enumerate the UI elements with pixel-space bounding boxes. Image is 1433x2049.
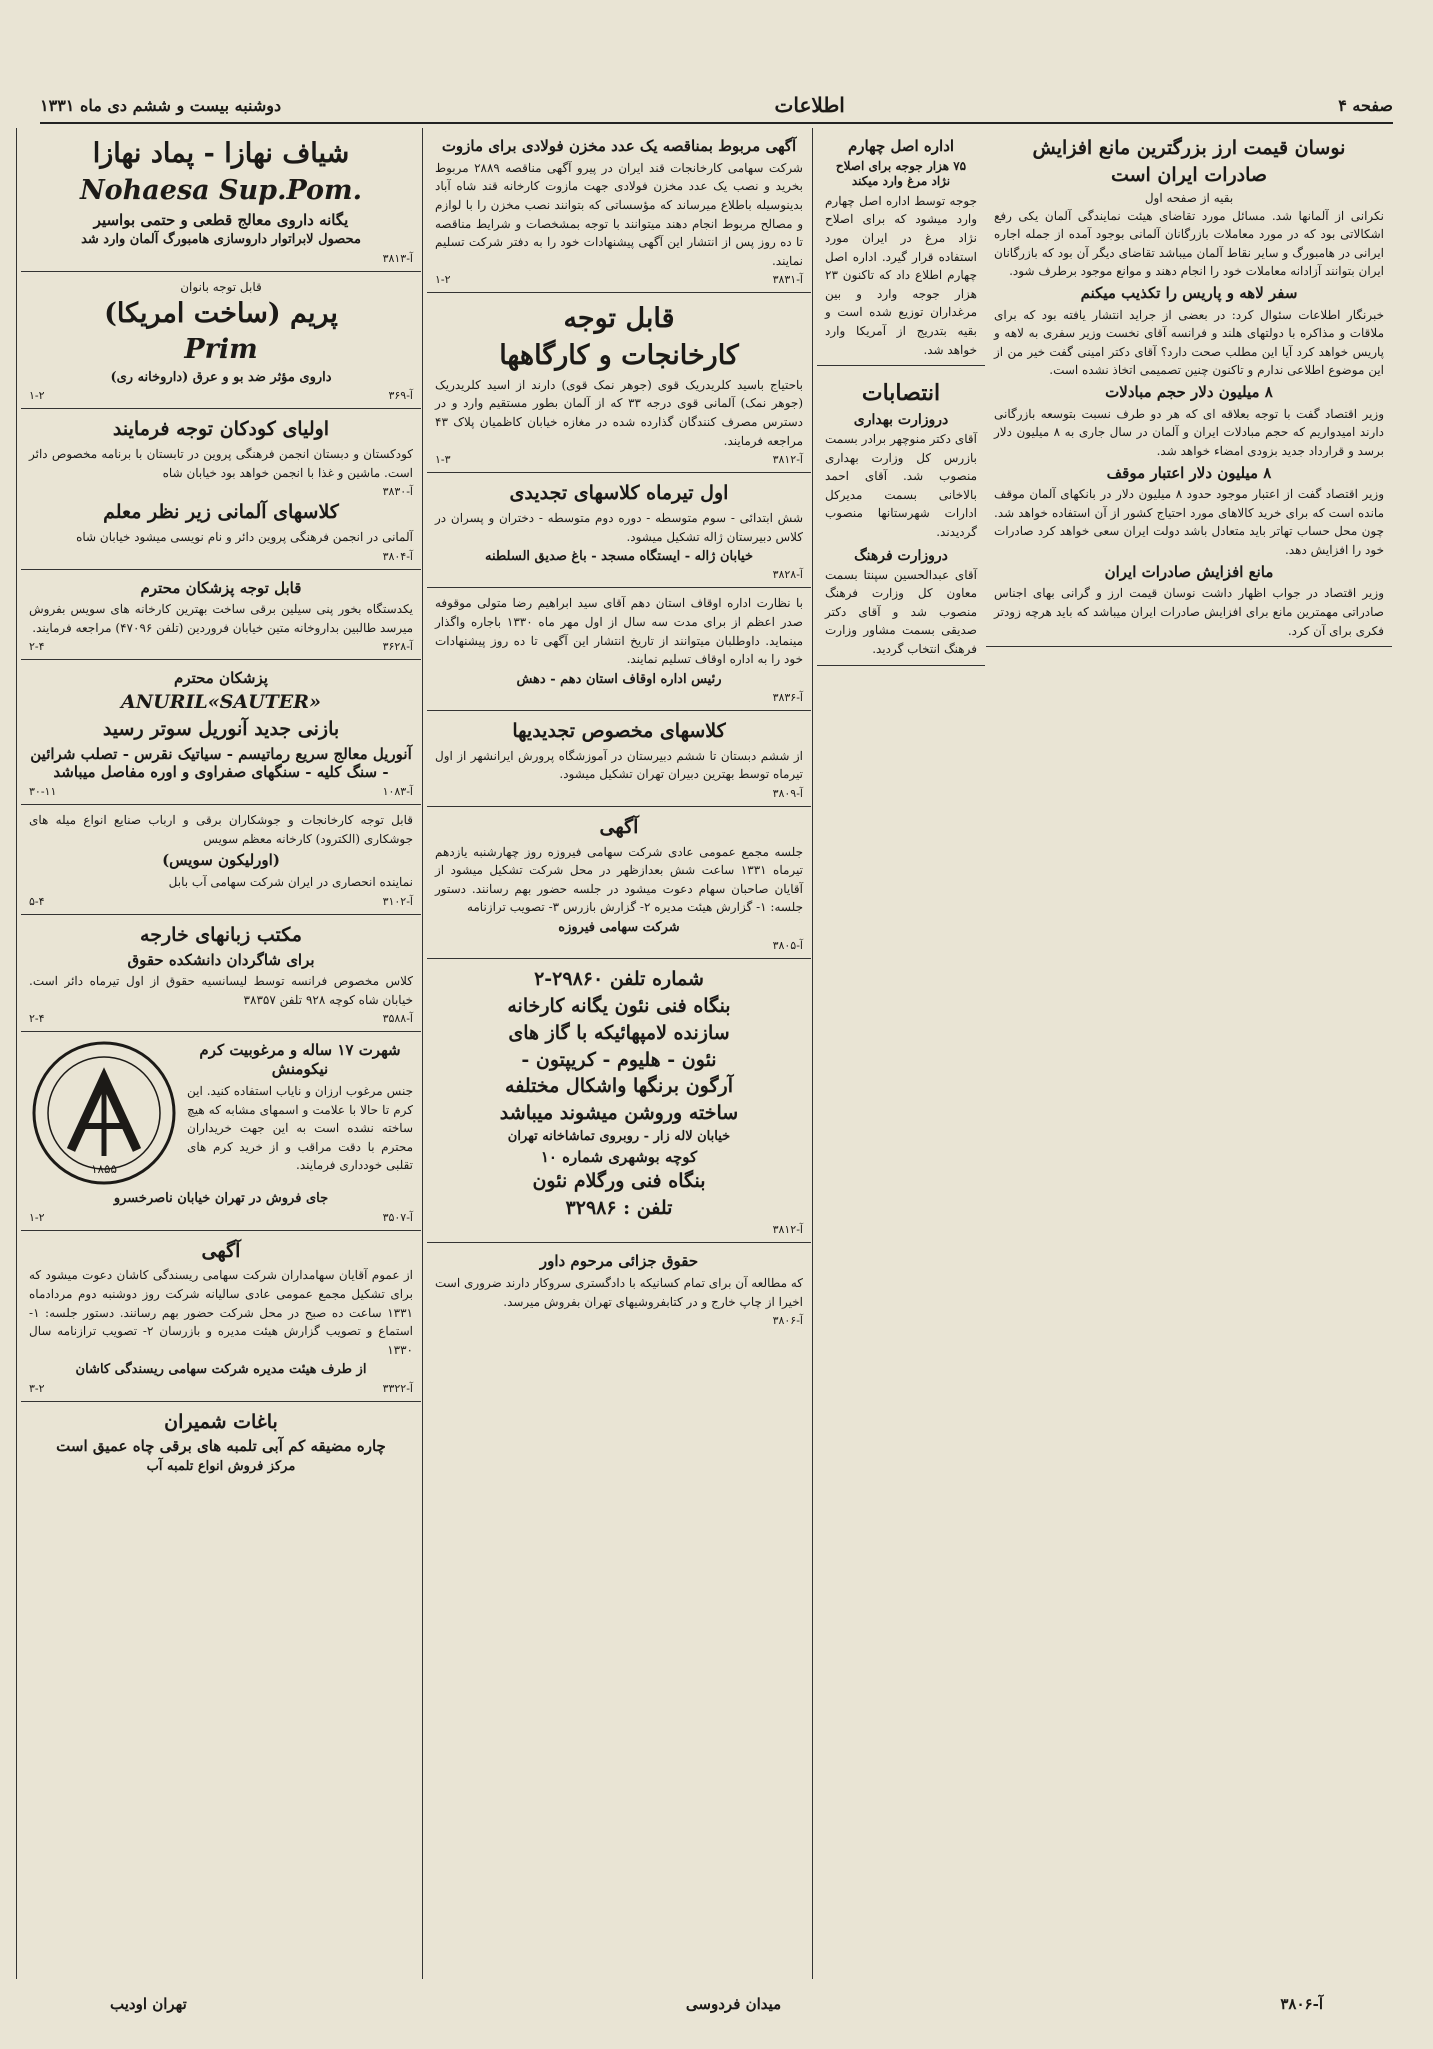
ad-law-book-ref: آ-۳۸۰۶: [772, 1314, 803, 1328]
ad-prim-ref: ۱-۲ آ-۳۶۹: [29, 389, 413, 403]
trademark-stamp-logo: [29, 1038, 179, 1188]
ad-neon-line2: بنگاه فنی نئون یگانه کارخانه: [507, 995, 731, 1018]
ad-prim: [21, 272, 421, 410]
ad-german-body: آلمانی در انجمن فرهنگی پروین دائر و نام نویسی میشود خیابان شاه: [76, 529, 413, 544]
ad-prim-pre: قابل توجه بانوان: [180, 279, 262, 294]
main-article: [986, 128, 1392, 647]
ad-welding-body: نماینده انحصاری در ایران شرکت سهامی آب بابل: [168, 875, 413, 890]
issue-date: دوشنبه بیست و ششم دی ماه ۱۳۳۱: [40, 95, 282, 115]
ministry-health-body: آقای دکتر منوچهر برادر بسمت بازرس کل وزارت بهداری منصوب شد. آقای احمد بالاخانی بسمت مدیرکل ادارات شهرستانها منصوب گردیدند.: [825, 432, 977, 540]
ad-anuril-title: بازنی جدید آنوریل سوتر رسید: [102, 717, 340, 740]
news-chicks-body: جوجه توسط اداره اصل چهارم وارد میشود که برای اصلاح نژاد مرغ در ایران مورد استفاده قرار گیرد. اداره اصل چهارم اطلاع داد که تاکنون ۲۳ هزار جوجه وارد و بین مرغداران توزیع شده است و بقیه بتدریج از آمریکا وارد خواهد شد.: [825, 193, 977, 357]
ad-classes-body: شش ابتدائی - سوم متوسطه - دوره دوم متوسطه - دختران و پسران در کلاس دبیرستان ژاله تشکیل میشود.: [435, 510, 803, 544]
ad-welding: [21, 805, 421, 915]
news-chicks-title: اداره اصل چهارم: [847, 137, 955, 155]
ad-anuril-body: آنوریل معالج سریع رماتیسم - سیاتیک نقرس - تصلب شرائین - سنگ کلیه - سنگهای صفراوی و اوره مفاصل میباشد: [30, 744, 412, 782]
column-news: [812, 128, 985, 1979]
ad-language-ref: ۲-۴ آ-۳۵۸۸: [29, 1012, 413, 1026]
ad-neon-address-2: کوچه بوشهری شماره ۱۰: [540, 1148, 698, 1167]
subhead-obstacle-body: وزیر اقتصاد در جواب اظهار داشت نوسان قیمت ارز و گرانی بهای اجناس صادراتی مهمترین مانع برای افزایش صادرات ایران میباشد که باید هرچه زودتر فکری برای آن کرد.: [994, 586, 1384, 638]
ad-prim-latin: Prim: [184, 334, 258, 366]
ad-anuril-pre: پزشکان محترم: [174, 669, 268, 688]
footer-center: میدان فردوسی: [685, 1995, 782, 2013]
ad-spinning-sign: از طرف هیئت مدیره شرکت سهامی ریسندگی کاشان: [75, 1362, 367, 1378]
ad-cream-ref: ۱-۲ آ-۳۵۰۷: [29, 1210, 413, 1224]
ad-notice-body: جلسه مجمع عمومی عادی شرکت سهامی فیروزه روز چهارشنبه یازدهم تیرماه ۱۳۳۱ ساعت شش بعدازظهر در محل شرکت تشکیل میشود از آقایان صاحبان سهام دعوت میشود در جلسه حضور بهم رسانند. دستور جلسه: ۱- گزارش هیئت مدیره ۲- گزارش بازرس ۳- تصویب ترازنامه: [435, 844, 803, 915]
ad-doctors-ref: ۲-۴ آ-۳۶۲۸: [29, 640, 413, 654]
ad-special-classes: [427, 711, 811, 807]
ad-factories-title-2: کارخانجات و کارگاهها: [499, 340, 739, 372]
stamp-year: ۱۸۵۵: [91, 1162, 117, 1177]
news-chicks: [817, 128, 985, 366]
ad-cream-title: شهرت ۱۷ ساله و مرغوبیت کرم نیکومنش: [199, 1041, 401, 1079]
ad-tank-title: آگهی مربوط بمناقصه یک عدد مخزن فولادی برای مازوت: [441, 137, 797, 155]
ad-factories-body: باحتیاج باسید کلریدریک قوی (جوهر نمک قوی) دارند از اسید کلریدریک (جوهر نمک) آلمانی قوی درجه ۳۳ که از آلمان بطور مستقیم وارد و در دسترس مصرف کنندگان گذارده شده در مغازه خیابان کاظمیان پلاک ۴۳ مراجعه فرمایند.: [435, 377, 804, 448]
subhead-obstacle: مانع افزایش صادرات ایران: [1104, 562, 1274, 581]
column-ads-left: [16, 128, 421, 1979]
ad-cream-store: جای فروش در تهران خیابان ناصرخسرو: [113, 1191, 329, 1207]
ad-factories-title: قابل توجه: [563, 303, 675, 335]
ministry-culture-title: دروزارت فرهنگ: [854, 547, 948, 564]
ad-nohaesa: [21, 128, 421, 272]
ad-special-classes-title: کلاسهای مخصوص تجدیدیها: [512, 720, 726, 742]
ad-endowment-body: با نظارت اداره اوقاف استان دهم آقای سید ابراهیم رضا متولی موقوفه صدر اعظم از برای مدت سه سال از اول مهر ماه ۱۳۳۰ باجاره واگذار مینماید. داوطلبان میتوانند از تاریخ انتشار این آگهی تا ده روز پیشنهادات خود را به اداره اوقاف تسلیم نمایند.: [435, 596, 804, 667]
ad-nohaesa-title: شیاف نهازا - پماد نهازا: [92, 138, 350, 169]
ad-german-ref: آ-۳۸۰۴: [382, 549, 413, 563]
ad-doctors-body: یکدستگاه بخور پنی سیلین برقی ساخت بهترین کارخانه های سویس بفروش میرسد طالبین بداروخانه متین خیابان فروردین (تلفن ۴۷۰۹۶) مراجعه فرمایند.: [29, 602, 413, 635]
page-footer: [110, 1995, 1323, 2025]
ad-parents-title: اولیای کودکان توجه فرمایند: [112, 418, 330, 441]
subhead-exchange-body: وزیر اقتصاد گفت با توجه بعلاقه ای که هر دو طرف نسبت بتوسعه بازرگانی دارند امیدواریم که حجم مبادلات ایران و آلمان در سال جاری به ۸ میلیون دلار برسد و قرارداد جدید بزودی امضاء خواهد شد.: [994, 406, 1384, 458]
news-chicks-subtitle: ۷۵ هزار جوجه برای اصلاح نژاد مرغ وارد میکند: [835, 158, 967, 188]
ad-cream-body: جنس مرغوب ارزان و نایاب استفاده کنید. این کرم تا حالا با علامت و اسمهای مشابه که هیچ ساخته نشده است به این جهت خریداران محترم با دقت مراقب و از خرید کرم های تقلبی خودداری فرمایند.: [187, 1083, 413, 1173]
ad-german-title: کلاسهای آلمانی زیر نظر معلم: [103, 501, 339, 524]
appointments: [817, 366, 985, 666]
ad-parents: [21, 409, 421, 569]
main-article-title: نوسان قیمت ارز بزرگترین مانع افزایش: [1032, 137, 1346, 159]
column-ads-center: [422, 128, 811, 1979]
subhead-travel: سفر لاهه و پاریس را تکذیب میکنم: [1080, 283, 1298, 302]
ad-endowment: [427, 588, 811, 711]
main-article-note: بقیه از صفحه اول: [1144, 190, 1234, 205]
ad-welding-title: قابل توجه کارخانجات و جوشکاران برقی و ارباب صنایع انواع میله های جوشکاری (الکترود) کارخانه معظم سویس: [29, 813, 413, 846]
ad-neon-name: بنگاه فنی ورگلام نئون: [532, 1169, 706, 1192]
subhead-credit-body: وزیر اقتصاد گفت از اعتبار موجود حدود ۸ میلیون دلار در بانکهای آلمان موقف مانده است که برای خرید کالاهای مورد احتیاج کشور از آن استفاده خواهد شد. چون محل حساب تهاتر باید متعادل باشد دولت ایران سعی خواهد کرد صادرات خود را افزایش دهد.: [994, 487, 1384, 558]
ad-parents-ref: آ-۳۸۳۰: [382, 485, 413, 499]
page-number: صفحه ۴: [1338, 95, 1393, 115]
ad-anuril-ref: ۳۰-۱۱ آ-۱۰۸۳: [29, 785, 413, 799]
ad-parents-body: کودکستان و دبستان انجمن فرهنگی پروین در تابستان با برنامه مخصوص دائر است. ماشین و غذا با انجمن خواهد بود خیابان شاه: [29, 447, 413, 480]
ad-doctors-title: قابل توجه پزشکان محترم: [140, 578, 302, 597]
ad-shemiran-body: چاره مضیقه کم آبی تلمبه های برقی چاه عمیق است: [56, 1437, 386, 1456]
ad-neon-address: خیابان لاله زار - روبروی تماشاخانه تهران: [507, 1128, 731, 1144]
ad-shemiran-body-2: مرکز فروش انواع تلمبه آب: [146, 1459, 296, 1475]
ad-welding-brand: (اورلیکون سویس): [162, 851, 280, 870]
ad-nohaesa-latin: Nohaesa Sup.Pom.: [79, 174, 363, 206]
ad-prim-body: داروی مؤثر ضد بو و عرق (داروخانه ری): [110, 370, 332, 385]
ad-factories: [427, 293, 811, 473]
ad-law-book-title: حقوق جزائی مرحوم داور: [539, 1252, 699, 1271]
ad-neon-ref: آ-۳۸۱۲: [772, 1223, 803, 1237]
ad-neon-tel: تلفن : ۳۲۹۸۶: [565, 1196, 673, 1219]
ad-neon-line6: ساخته وروشن میشوند میباشد: [499, 1102, 739, 1125]
ad-classes-title: اول تیرماه کلاسهای تجدیدی: [509, 482, 729, 505]
ad-law-book-body: که مطالعه آن برای تمام کسانیکه با دادگستری سروکار دارند ضروری است اخیرا از چاپ خارج و در کتابفروشیهای تهران بفروش میرسد.: [435, 1276, 803, 1309]
ad-anuril-latin: ANURIL«SAUTER»: [121, 691, 321, 714]
ministry-culture-body: آقای عبدالحسین سپنتا بسمت معاون کل وزارت فرهنگ منصوب شد و آقای دکتر صدیقی بسمت مشاور وزارت فرهنگ انتخاب گردید.: [825, 567, 977, 657]
ad-notice-sign: شرکت سهامی فیروزه: [558, 920, 680, 936]
subhead-credit: ۸ میلیون دلار اعتبار موقف: [1106, 463, 1272, 482]
ad-special-classes-ref: آ-۳۸۰۹: [772, 786, 803, 800]
ad-language-title: مکتب زبانهای خارجه: [140, 923, 302, 946]
ad-spinning: [21, 1231, 421, 1402]
ad-endowment-sign: رئیس اداره اوقاف استان دهم - دهش: [516, 671, 722, 687]
ministry-health-title: دروزارت بهداری: [853, 412, 949, 429]
footer-left: تهران اودیب: [110, 1995, 187, 2013]
masthead: [40, 88, 1393, 124]
ad-neon-line4: نئون - هلیوم - کریپتون -: [521, 1048, 717, 1071]
ad-prim-title: پریم (ساخت امریکا): [104, 297, 338, 329]
subhead-exchange: ۸ میلیون دلار حجم مبادلات: [1105, 383, 1273, 401]
ad-notice-title: آگهی: [599, 815, 639, 838]
ad-notice-ref: آ-۳۸۰۵: [772, 939, 803, 953]
ad-cream: [21, 1032, 421, 1230]
ad-neon-phone: شماره تلفن ۲۹۸۶۰-۲: [534, 968, 704, 991]
subhead-travel-body: خبرنگار اطلاعات سئوال کرد: در بعضی از جراید انتشار یافته بود که برای ملاقات و مذاکره با دولتهای هلند و فرانسه آقای نخست وزیر سفری به لاهه و پاریس خواهد کرد آیا این مطلب صحت دارد؟ آقای دکتر امینی گفت خیر من از این موضوع اطلاعی ندارم و تاکنون چنین تصمیمی اتخاذ نشده است.: [994, 307, 1384, 378]
ad-tank-body: شرکت سهامی کارخانجات قند ایران در پیرو آگهی مناقصه ۲۸۸۹ مربوط بخرید و نصب یک عدد مخزن فولادی جهت مازوت کارخانه قند شاه آباد بدینوسیله باطلاع میرساند که مؤسساتی که بتوانند نصب مخزن را با لوازم و مصالح مربوط انجام دهند میتوانند با توجه بمشخصات و شرایط مناقصه تا ده روز پس از انتشار این آگهی پیشنهادات خود را به دفتر شرکت تسلیم نمایند.: [435, 160, 803, 268]
ad-neon-line3: سازنده لامپهائیکه با گاز های: [508, 1021, 730, 1044]
ad-classes-ref: آ-۳۸۲۸: [772, 568, 803, 582]
ad-nohaesa-body: محصول لابراتوار داروسازی هامبورگ آلمان وارد شد: [81, 232, 361, 248]
ad-shemiran-title: باغات شمیران: [164, 1410, 278, 1433]
ad-welding-ref: ۵-۴ آ-۳۱۰۲: [29, 894, 413, 908]
column-main-article: [986, 128, 1392, 1979]
ad-endowment-ref: آ-۳۸۳۶: [772, 691, 803, 704]
ad-spinning-body: از عموم آقایان سهامداران شرکت سهامی ریسندگی کاشان دعوت میشود که برای تشکیل مجمع عمومی عادی سالیانه شرکت روز دوشنبه دوم مردادماه ۱۳۳۱ ساعت ده صبح در محل شرکت حضور بهم رسانند. دستور جلسه: ۱- استماع و تصویب گزارش هیئت مدیره و بازرسان ۲- تصویب ترازنامه سال ۱۳۳۰: [29, 1268, 413, 1357]
ad-notice: [427, 807, 811, 959]
ad-classes-address: خیابان ژاله - ایستگاه مسجد - باغ صدیق السلطنه: [484, 549, 754, 565]
ad-special-classes-body: از ششم دبستان تا ششم دبیرستان در آموزشگاه پرورش ایرانشهر از اول تیرماه توسط بهترین دبیران تهران تشکیل میشود.: [435, 748, 803, 782]
ad-language-school: [21, 915, 421, 1033]
ad-tank-ref: ۱-۲ آ-۳۸۳۱: [435, 273, 803, 287]
ad-spinning-title: آگهی: [201, 1239, 241, 1262]
main-article-body: نکرانی از آلمانها شد. مسائل مورد تقاضای هیئت نمایندگی آلمان یکی رفع اشکالاتی بود که در مورد معاملات بازرگانان آلمانی بوجود آمده از جمله اجاره ایرانی در هامبورگ و سایر نقاط آلمان میباشد تقاضای دیگر آن بود که بازرگانان ایران بتوانند آزادانه معاملات خود را انجام دهند و موانع موجود برطرف شود.: [994, 208, 1384, 279]
ad-neon: [427, 959, 811, 1243]
ad-classes: [427, 473, 811, 588]
main-article-title-2: صادرات ایران است: [1110, 163, 1268, 186]
ad-shemiran: [21, 1402, 421, 1485]
ad-nohaesa-ref: آ-۳۸۱۳: [382, 251, 413, 265]
ad-anuril: [21, 660, 421, 805]
ad-neon-line5: آرگون برنگها واشکال مختلفه: [505, 1075, 733, 1098]
ad-doctors: [21, 570, 421, 661]
ad-tank-tender: [427, 128, 811, 293]
ad-spinning-ref: ۳-۲ آ-۳۳۲۲: [29, 1381, 413, 1395]
paper-title: اطلاعات: [774, 93, 845, 117]
ad-language-body: کلاس مخصوص فرانسه توسط لیسانسیه حقوق از اول تیرماه دائر است. خیابان شاه کوچه ۹۲۸ تلفن ۳۸۳۵۷: [29, 974, 413, 1007]
ad-language-title-2: برای شاگردان دانشکده حقوق: [127, 950, 315, 969]
ad-factories-ref: ۱-۳ آ-۳۸۱۲: [435, 453, 803, 467]
ad-law-book: [427, 1243, 811, 1333]
appointments-title: انتصابات: [861, 380, 941, 407]
footer-ref: آ-۳۸۰۶: [1280, 1995, 1323, 2013]
ad-nohaesa-line: یگانه داروی معالج قطعی و حتمی بواسیر: [93, 210, 349, 229]
